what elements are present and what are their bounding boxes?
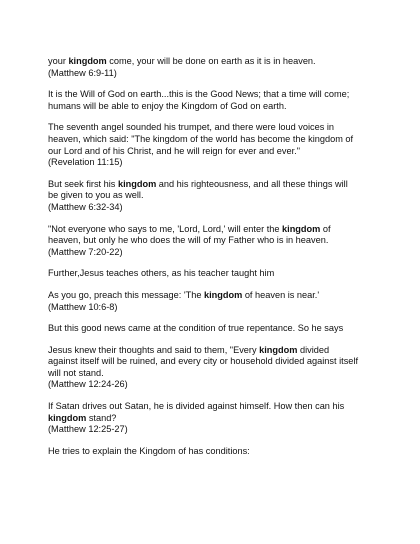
paragraph — [48, 224, 398, 259]
text-line — [48, 235, 398, 247]
text-line — [48, 224, 398, 236]
bold-keyword: kingdom — [68, 56, 107, 66]
bold-keyword: kingdom — [259, 344, 298, 355]
text-run: But seek first his — [48, 178, 118, 189]
text-run: will not stand. — [48, 367, 104, 378]
text-run: (Matthew 10:6-8) — [48, 301, 118, 312]
bold-keyword: kingdom — [48, 412, 87, 423]
bold-keyword: kingdom — [203, 289, 243, 300]
text-run: your — [48, 56, 69, 66]
text-line — [48, 356, 398, 368]
text-line — [48, 146, 398, 158]
text-run: heaven, which said: "The kingdom of the world has become the kingdom of — [48, 133, 354, 144]
text-run: against itself will be ruined, and every city or household divided against itself — [48, 356, 358, 367]
text-line — [48, 101, 398, 113]
text-line — [48, 247, 398, 259]
text-line — [48, 379, 398, 391]
text-line — [48, 134, 398, 146]
text-line — [48, 401, 398, 413]
text-line — [48, 290, 398, 302]
text-run: "Not everyone who says to me, 'Lord, Lord,' will enter the — [48, 223, 283, 234]
text-run: be given to you as well. — [48, 190, 144, 201]
paragraph — [48, 268, 398, 280]
text-run: our Lord and of his Christ, and he will reign for ever and ever." — [48, 145, 300, 156]
text-line — [48, 179, 398, 191]
text-run: humans will be able to enjoy the Kingdom of God on earth. — [48, 100, 287, 111]
text-run: (Matthew 12:24-26) — [48, 379, 128, 390]
text-line — [48, 268, 398, 280]
paragraph — [48, 446, 398, 458]
text-run: (Matthew 7:20-22) — [48, 246, 123, 257]
text-run: stand? — [86, 412, 117, 423]
text-run: The seventh angel sounded his trumpet, and there were loud voices in — [48, 122, 335, 133]
text-run: (Matthew 6:9-11) — [48, 67, 117, 78]
text-run: If Satan drives out Satan, he is divided against himself. How then can his — [48, 401, 345, 412]
text-run: heaven, but only he who does the will of my Father who is in heaven. — [48, 235, 329, 246]
text-line — [48, 157, 398, 169]
text-run: Jesus knew their thoughts and said to them, "Every — [48, 344, 260, 355]
bold-keyword: kingdom — [117, 178, 157, 189]
text-line — [48, 446, 398, 458]
paragraph — [48, 345, 398, 391]
bold-keyword: kingdom — [282, 223, 321, 234]
text-run: But this good news came at the condition of true repentance. So he says — [48, 323, 344, 334]
text-run: come, your will be done on earth as it is in heaven. — [106, 56, 316, 66]
text-line — [48, 89, 398, 101]
text-line — [48, 345, 398, 357]
text-run: of heaven is near.' — [242, 289, 320, 300]
text-line — [48, 323, 398, 335]
paragraph — [48, 401, 398, 436]
text-run: (Matthew 6:32-34) — [48, 201, 123, 212]
text-line — [48, 413, 398, 425]
text-run: (Matthew 12:25-27) — [48, 424, 128, 435]
text-line — [48, 202, 398, 214]
paragraph — [48, 122, 398, 168]
text-run: Further,Jesus teaches others, as his teacher taught him — [48, 268, 275, 279]
text-run: and his righteousness, and all these things will — [156, 178, 348, 189]
paragraph — [48, 56, 398, 79]
text-line — [48, 302, 398, 314]
text-line — [48, 68, 398, 80]
text-run: of — [320, 223, 331, 234]
paragraph — [48, 290, 398, 313]
text-run: (Revelation 11:15) — [48, 157, 123, 168]
text-line — [48, 368, 398, 380]
text-run: It is the Will of God on earth...this is the Good News; that a time will come; — [48, 89, 350, 100]
paragraph — [48, 179, 398, 214]
document-page — [48, 56, 398, 467]
text-run: divided — [297, 344, 330, 355]
paragraph — [48, 323, 398, 335]
text-run: He tries to explain the Kingdom of has conditions: — [48, 445, 250, 456]
text-run: As you go, preach this message: 'The — [48, 289, 204, 300]
paragraph — [48, 89, 398, 112]
text-line — [48, 56, 398, 68]
text-line — [48, 190, 398, 202]
text-line — [48, 424, 398, 436]
text-line — [48, 122, 398, 134]
